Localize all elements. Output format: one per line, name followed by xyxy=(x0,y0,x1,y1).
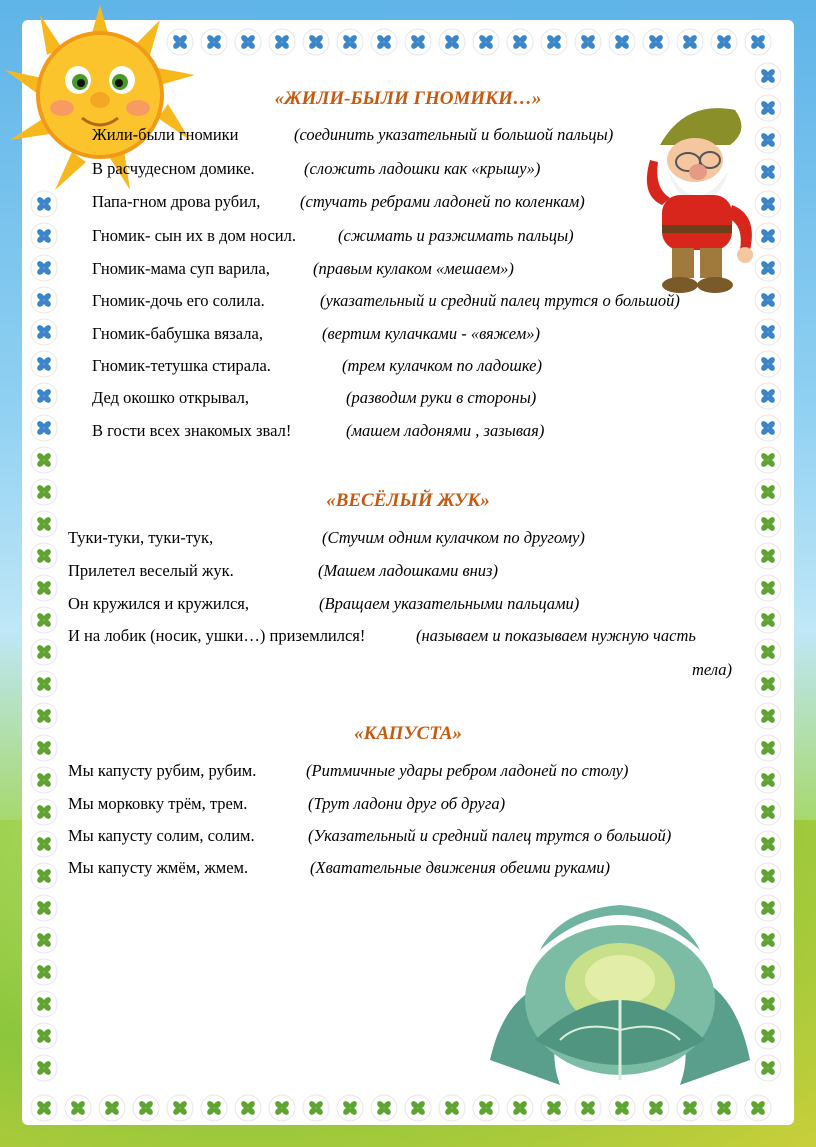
poem3-action-4: (Хватательные движения обеими руками) xyxy=(310,858,611,877)
poem1-action-2: (сложить ладошки как «крышу») xyxy=(304,159,541,178)
poem1-action-7: (вертим кулачками - «вяжем») xyxy=(322,324,540,343)
poem1-line-2: В расчудесном домике. xyxy=(92,159,255,178)
poem1-action-4: (сжимать и разжимать пальцы) xyxy=(338,226,574,245)
poem1-line-4: Гномик- сын их в дом носил. xyxy=(92,226,296,245)
poem3-line-1: Мы капусту рубим, рубим. xyxy=(68,761,257,780)
poem1-line-1: Жили-были гномики xyxy=(92,125,239,144)
poem2-line-4: И на лобик (носик, ушки…) приземлился! xyxy=(68,626,366,645)
poem2-title: «ВЕСЁЛЫЙ ЖУК» xyxy=(326,490,490,511)
gnome-icon xyxy=(640,100,765,300)
poem3-line-4: Мы капусту жмём, жмем. xyxy=(68,858,249,877)
poem3-title: «КАПУСТА» xyxy=(354,723,462,744)
poem1-action-8: (трем кулачком по ладошке) xyxy=(342,356,542,375)
poem1-action-5: (правым кулаком «мешаем») xyxy=(313,259,514,278)
poem1-action-9: (разводим руки в стороны) xyxy=(346,388,537,407)
poem1-title: «ЖИЛИ-БЫЛИ ГНОМИКИ…» xyxy=(274,88,542,109)
poem2-line-3: Он кружился и кружился, xyxy=(68,594,249,613)
poem2-action-2: (Машем ладошками вниз) xyxy=(318,561,498,580)
poem1-line-9: Дед окошко открывал, xyxy=(92,388,250,407)
poem1-line-3: Папа-гном дрова рубил, xyxy=(92,192,261,211)
poem2-action-4-tail: тела) xyxy=(692,660,732,679)
poem3-line-2: Мы морковку трём, трем. xyxy=(68,794,248,813)
poem2-action-3: (Вращаем указательными пальцами) xyxy=(319,594,580,613)
poem1-action-6: (указательный и средний палец трутся о большой) xyxy=(320,291,680,310)
poem1-line-8: Гномик-тетушка стирала. xyxy=(92,356,271,375)
poem3-action-3: (Указательный и средний палец трутся о большой) xyxy=(308,826,672,845)
poem2-line-1: Туки-туки, туки-тук, xyxy=(68,528,214,547)
poem1-action-3: (стучать ребрами ладоней по коленкам) xyxy=(300,192,585,211)
cabbage-icon xyxy=(480,890,760,1090)
poem1-line-5: Гномик-мама суп варила, xyxy=(92,259,270,278)
poem1-action-10: (машем ладонями , зазывая) xyxy=(346,421,545,440)
poem1-line-6: Гномик-дочь его солила. xyxy=(92,291,265,310)
poem1-action-1: (соединить указательный и большой пальцы) xyxy=(294,125,614,144)
poem1-line-7: Гномик-бабушка вязала, xyxy=(92,324,263,343)
poem3-line-3: Мы капусту солим, солим. xyxy=(68,826,255,845)
poem2-action-1: (Стучим одним кулачком по другому) xyxy=(322,528,585,547)
poem3-action-2: (Трут ладони друг об друга) xyxy=(308,794,506,813)
poem2-action-4: (называем и показываем нужную часть xyxy=(416,626,696,645)
poem3-action-1: (Ритмичные удары ребром ладоней по столу) xyxy=(306,761,629,780)
poem1-line-10: В гости всех знакомых звал! xyxy=(92,421,292,440)
poem2-line-2: Прилетел веселый жук. xyxy=(68,561,234,580)
